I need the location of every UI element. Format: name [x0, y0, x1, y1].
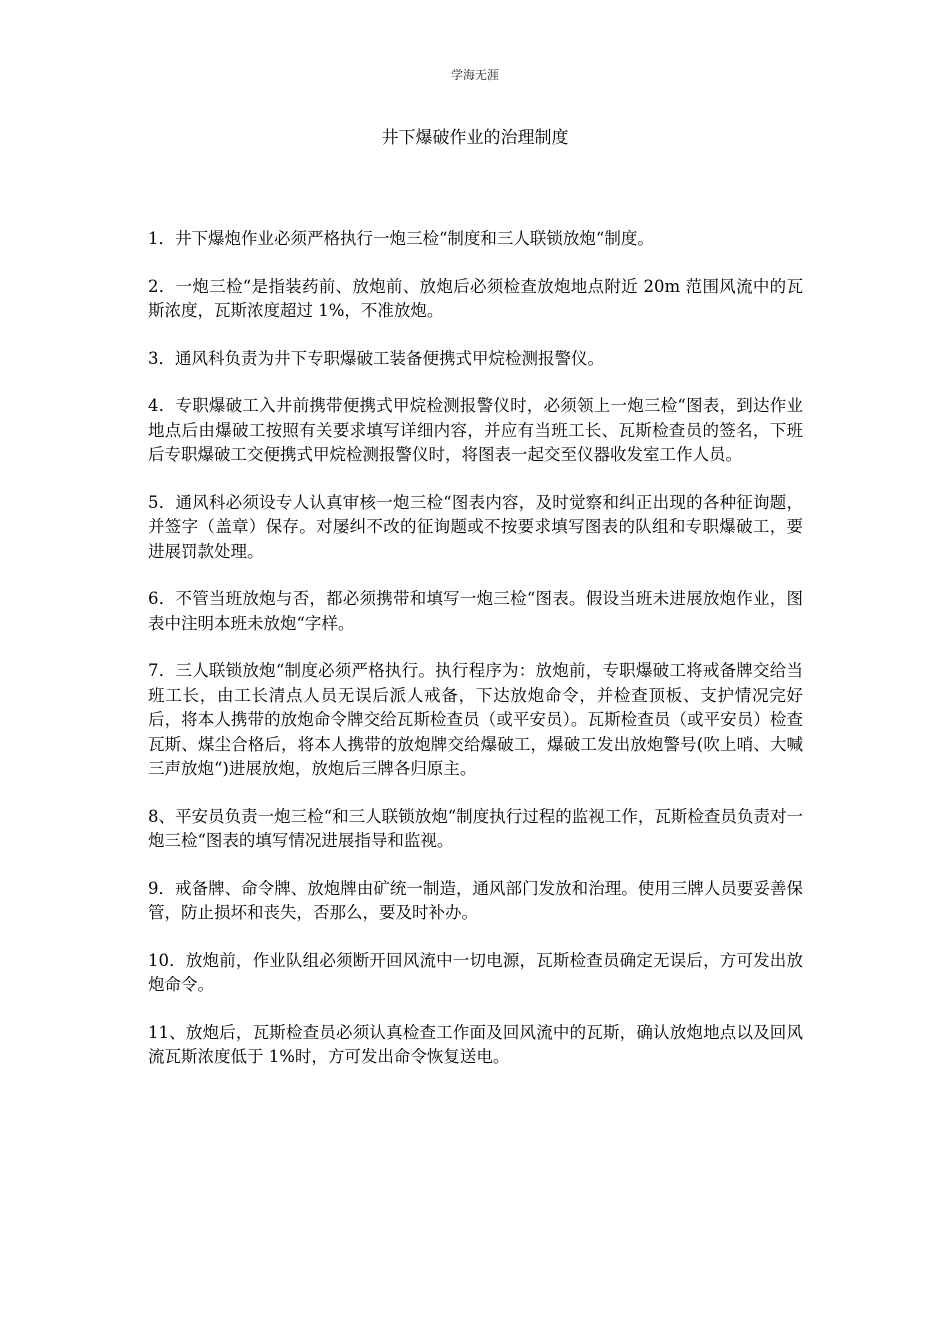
paragraph-6: 6．不管当班放炮与否，都必须携带和填写一炮三检“图表。假设当班未进展放炮作业，图表中注明本班未放炮“字样。	[148, 589, 803, 633]
paragraph-10: 10．放炮前，作业队组必须断开回风流中一切电源，瓦斯检查员确定无误后，方可发出放炮命令。	[148, 950, 803, 994]
paragraph-8: 8、平安员负责一炮三检“和三人联锁放炮“制度执行过程的监视工作，瓦斯检查员负责对一炮三检“图表的填写情况进展指导和监视。	[148, 806, 803, 850]
paragraph-1: 1．井下爆炮作业必须严格执行一炮三检“制度和三人联锁放炮“制度。	[148, 229, 654, 248]
paragraph-7: 7．三人联锁放炮“制度必须严格执行。执行程序为：放炮前，专职爆破工将戒备牌交给当班工长，由工长清点人员无误后派人戒备，下达放炮命令，并检查顶板、支护情况完好后，将本人携带的放炮命令牌交给瓦斯检查员（或平安员）。瓦斯检查员（或平安员）检查瓦斯、煤尘合格后，将本人携带的放炮牌交给爆破工，爆破工发出放炮警号(吹上哨、大喊三声放炮“)进展放炮，放炮后三牌各归原主。	[148, 661, 803, 778]
paragraph-11: 11、放炮后，瓦斯检查员必须认真检查工作面及回风流中的瓦斯，确认放炮地点以及回风流瓦斯浓度低于 1%时，方可发出命令恢复送电。	[148, 1022, 803, 1066]
document-body	[148, 227, 803, 1093]
document-title: 井下爆破作业的治理制度	[381, 128, 569, 148]
paragraph-3: 3．通风科负责为井下专职爆破工装备便携式甲烷检测报警仪。	[148, 348, 604, 368]
paragraph-5: 5．通风科必须设专人认真审核一炮三检“图表内容，及时觉察和纠正出现的各种征询题，并签字（盖章）保存。对屡纠不改的征询题或不按要求填写图表的队组和专职爆破工，要进展罚款处理。	[148, 492, 803, 561]
paragraph-9: 9．戒备牌、命令牌、放炮牌由矿统一制造，通风部门发放和治理。使用三牌人员要妥善保管，防止损坏和丧失，否那么，要及时补办。	[148, 878, 803, 922]
paragraph-2: 2．一炮三检“是指装药前、放炮前、放炮后必须检查放炮地点附近 20m 范围风流中的瓦斯浓度，瓦斯浓度超过 1%，不准放炮。	[148, 276, 803, 320]
page-header: 学海无涯	[450, 68, 499, 82]
paragraph-4: 4．专职爆破工入井前携带便携式甲烷检测报警仪时，必须领上一炮三检“图表，到达作业地点后由爆破工按照有关要求填写详细内容，并应有当班工长、瓦斯检查员的签名，下班后专职爆破工交便携式甲烷检测报警仪时，将图表一起交至仪器收发室工作人员。	[148, 396, 803, 464]
